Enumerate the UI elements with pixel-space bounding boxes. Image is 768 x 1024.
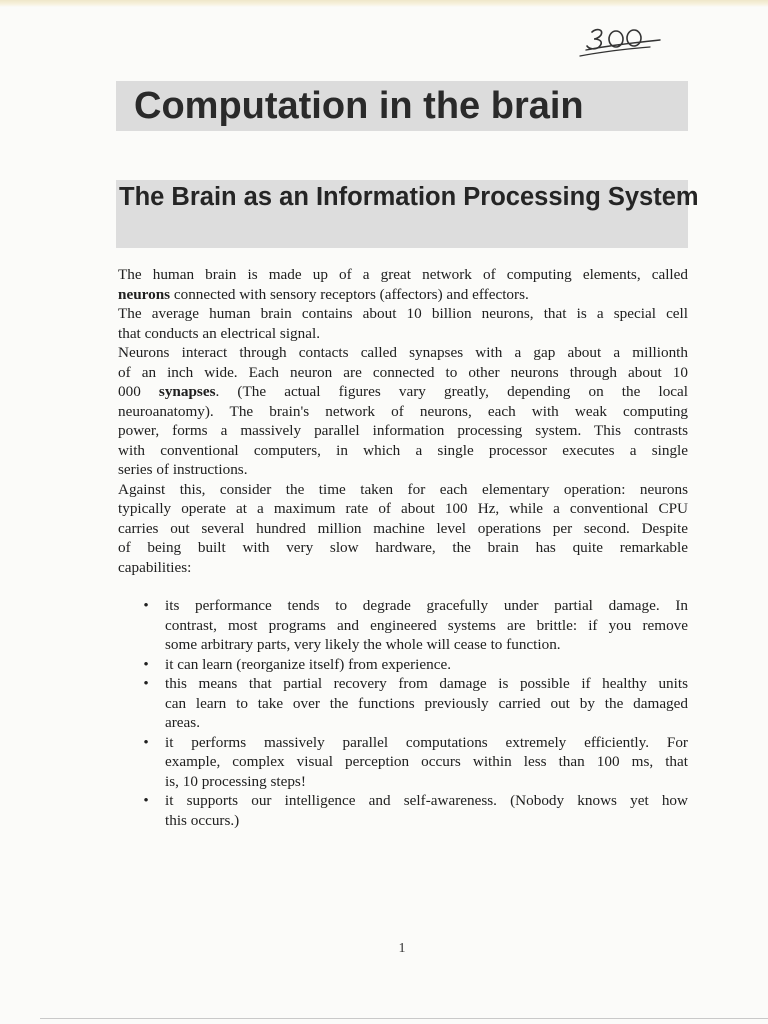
bullet-icon: • [143,597,149,614]
text-line: it performs massively parallel computations extremely efficiently. For [165,733,688,751]
list-item [139,596,688,655]
bold-term-neurons: neurons [118,285,171,303]
text-line: it supports our intelligence and self-awareness. (Nobody knows yet how [165,792,688,809]
list-item [139,674,688,733]
text-line: typically operate at a maximum rate of about 100 Hz, while a conventional CPU [118,500,688,517]
text-fragment: 000 [118,383,159,400]
text-line: with conventional computers, in which a single processor executes a single [118,441,688,459]
bullet-icon: • [143,675,149,692]
text-line: that conducts an electrical signal. [118,324,320,342]
bullet-icon: • [143,655,149,673]
section-heading: The Brain as an Information Processing System [119,183,699,211]
text-line: The average human brain contains about 10 billion neurons, that is a special cell [118,305,688,322]
text-line: The human brain is made up of a great network of computing elements, called [118,266,688,283]
page-number: 1 [398,941,406,956]
page-title: Computation in the brain [134,85,584,127]
list-item [139,791,688,830]
scan-bottom-edge [40,1018,768,1019]
text-fragment: . (The actual figures vary greatly, depending on the local [215,383,689,400]
text-line: carries out several hundred million machine level operations per second. Despite [118,519,688,537]
body-text [118,265,688,577]
text-line: power, forms a massively parallel information processing system. This contrasts [118,422,688,439]
text-line: of being built with very slow hardware, the brain has quite remarkable [118,539,688,556]
text-line [118,382,688,402]
text-line: areas. [165,714,200,731]
text-line: contrast, most programs and engineered systems are brittle: if you remove [165,616,688,634]
text-line: can learn to take over the functions previously carried out by the damaged [165,694,688,712]
handwritten-note-300 [576,24,666,60]
capabilities-list [139,596,688,830]
text-line: is, 10 processing steps! [165,772,306,790]
list-item [139,733,688,792]
bullet-icon: • [143,733,149,751]
text-line: it can learn (reorganize itself) from experience. [165,655,452,673]
text-line: of an inch wide. Each neuron are connected to other neurons through about 10 [118,363,688,381]
list-item [139,655,688,675]
text-line: its performance tends to degrade gracefully under partial damage. In [165,597,688,614]
bullet-icon: • [143,792,149,809]
text-line: Against this, consider the time taken for each elementary operation: neurons [118,480,688,498]
text-line: some arbitrary parts, very likely the whole will cease to function. [165,636,561,653]
text-line [118,285,688,305]
bold-term-synapses: synapses [158,383,216,400]
scan-top-edge [0,0,768,7]
text-line: neuroanatomy). The brain's network of neurons, each with weak computing [118,402,688,420]
text-fragment: connected with sensory receptors (affectors) and effectors. [170,285,529,303]
text-line: this means that partial recovery from damage is possible if healthy units [165,675,688,692]
text-line: Neurons interact through contacts called synapses with a gap about a millionth [118,344,688,361]
text-line: example, complex visual perception occurs within less than 100 ms, that [165,753,688,770]
text-line: capabilities: [118,558,192,576]
text-line: this occurs.) [165,811,240,829]
text-line: series of instructions. [118,461,248,478]
